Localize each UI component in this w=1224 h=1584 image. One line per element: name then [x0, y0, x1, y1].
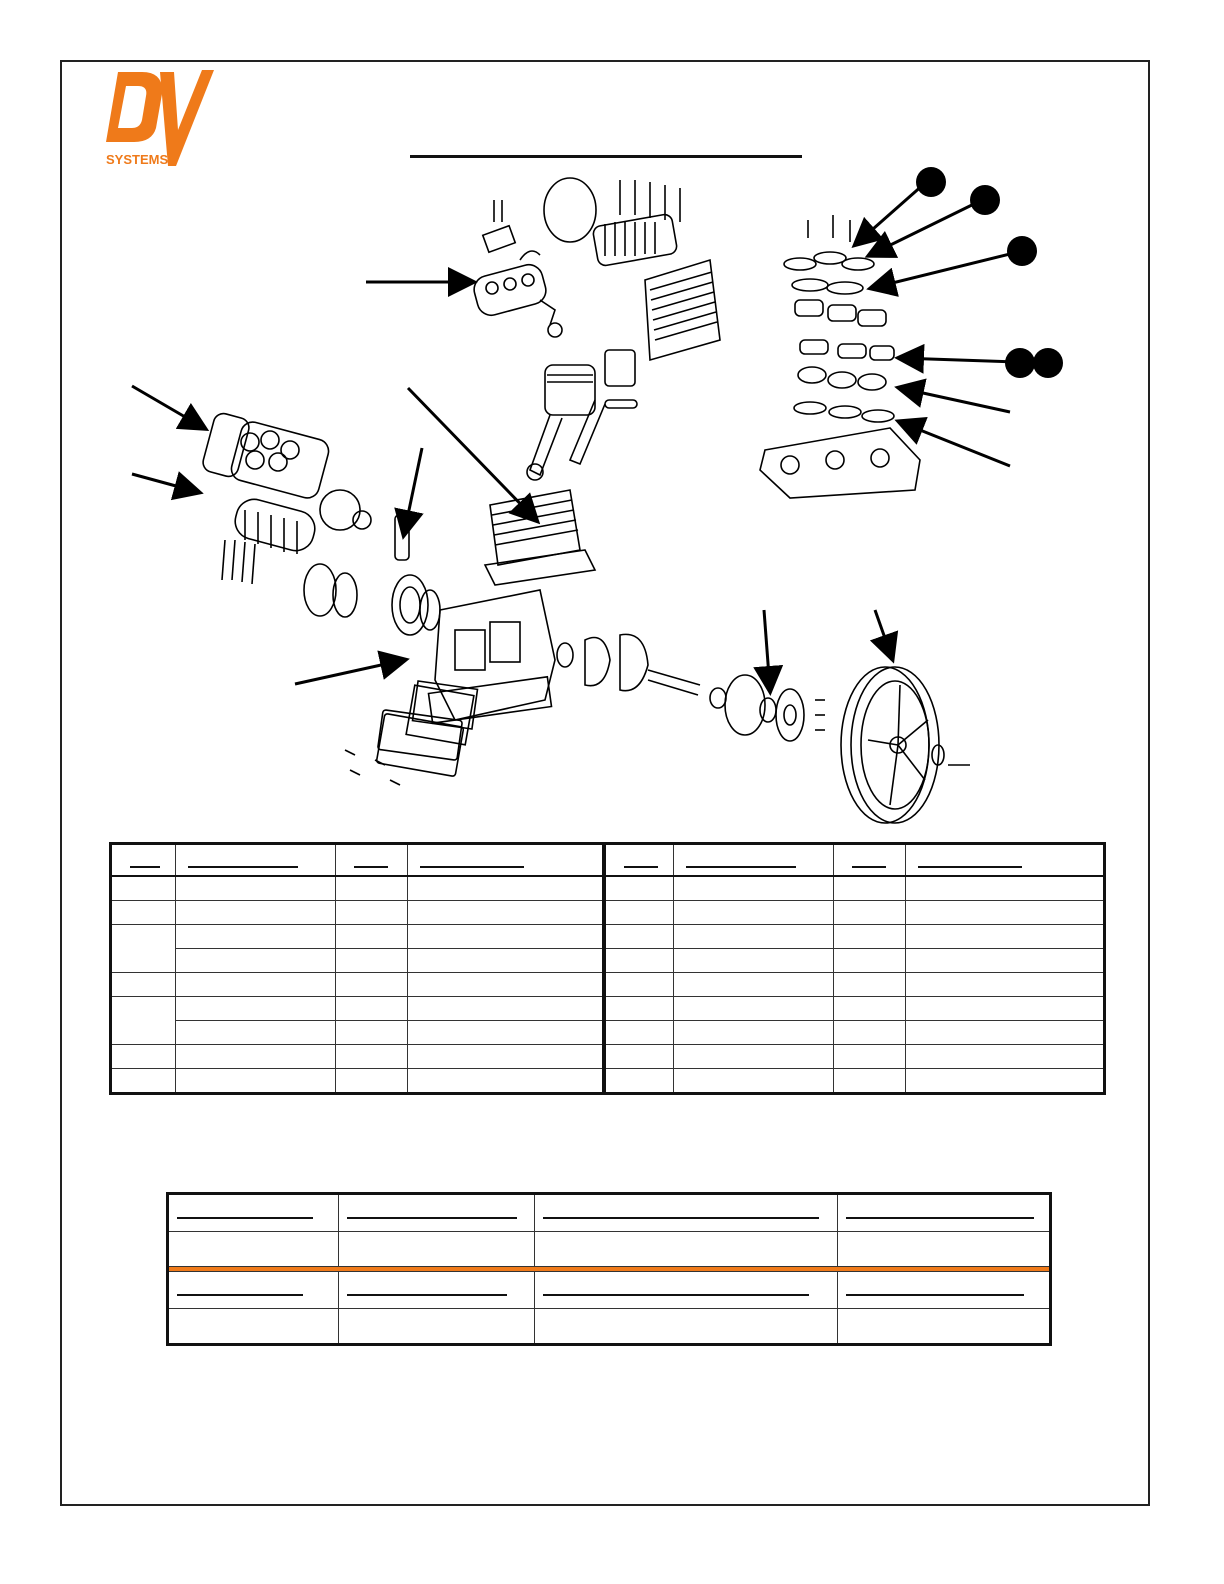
exploded-parts-diagram: [100, 160, 1100, 840]
lower-cylinder: [485, 490, 595, 585]
header-cell: [168, 1194, 339, 1232]
header-cell: [535, 1272, 838, 1309]
cylinder-head-top: [544, 178, 680, 267]
dv-systems-logo: [104, 68, 216, 170]
side-gaskets: [304, 515, 440, 635]
upper-cylinder: [645, 260, 720, 360]
header-cell: [168, 1272, 339, 1309]
table-row: [111, 1045, 1105, 1069]
table-row: [111, 876, 1105, 901]
table-row: [111, 973, 1105, 997]
spec-table: [166, 1192, 1052, 1346]
header-cell: [111, 844, 176, 877]
bearing-plate: [725, 675, 825, 741]
piston-rod-assembly: [527, 350, 637, 480]
crankshaft: [557, 634, 726, 708]
header-cell: [336, 844, 408, 877]
parts-table-header: [111, 844, 1105, 877]
spec-header-row: [168, 1194, 1051, 1232]
header-cell: [906, 844, 1105, 877]
spec-value-row: [168, 1309, 1051, 1345]
spec-value-row: [168, 1232, 1051, 1267]
header-cell: [338, 1194, 535, 1232]
table-row: [111, 949, 1105, 973]
flywheel: [841, 667, 970, 823]
header-cell: [408, 844, 604, 877]
header-cell: [834, 844, 906, 877]
header-cell: [604, 844, 674, 877]
header-cell: [838, 1194, 1051, 1232]
table-row: [111, 997, 1105, 1021]
spec-header-row: [168, 1272, 1051, 1309]
table-row: [111, 925, 1105, 949]
svg-text:SYSTEMS: SYSTEMS: [106, 152, 169, 167]
header-cell: [674, 844, 834, 877]
header-cell: [338, 1272, 535, 1309]
header-cell: [838, 1272, 1051, 1309]
left-head-cylinder: [201, 411, 371, 584]
table-row: [111, 1021, 1105, 1045]
table-row: [111, 1069, 1105, 1094]
header-cell: [535, 1194, 838, 1232]
valve-plate-group: [760, 215, 920, 498]
header-cell: [176, 844, 336, 877]
manifold: [471, 200, 562, 337]
parts-list-table: [109, 842, 1106, 1095]
title-underline: [410, 155, 802, 158]
table-row: [111, 901, 1105, 925]
